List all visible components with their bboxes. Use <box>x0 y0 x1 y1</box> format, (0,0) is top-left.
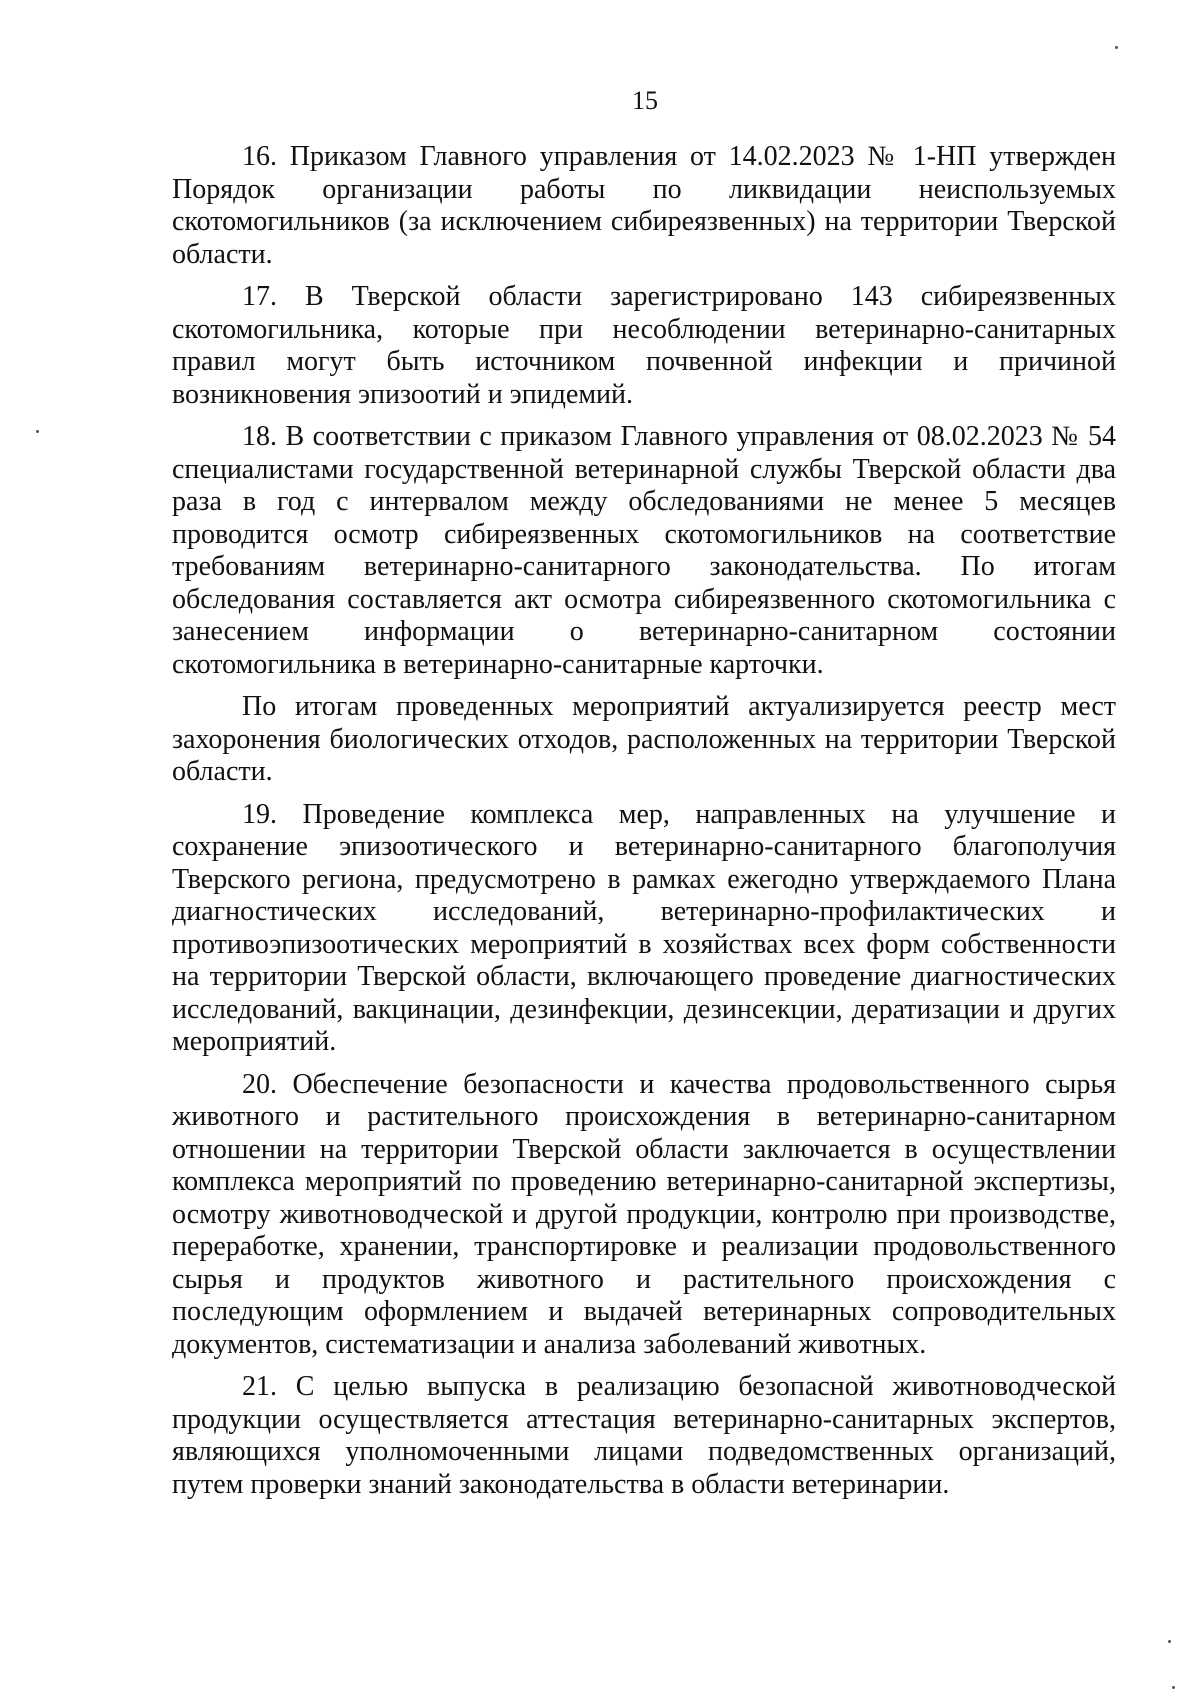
paragraph-20: 20. Обеспечение безопасности и качества продовольственного сырья животного и растительного происхождения в ветеринарно-санитарном отношении на территории Тверской области заключается в осуществлении комплекса мероприятий по проведению ветеринарно-санитарной экспертизы, осмотру животноводческой и другой продукции, контролю при производстве, переработке, хранении, транспортировке и реализации продовольственного сырья и продуктов животного и растительного происхождения с последующим оформлением и выдачей ветеринарных сопроводительных документов, систематизации и анализа заболеваний животных. <box>172 1068 1116 1360</box>
paragraph-19: 19. Проведение комплекса мер, направленных на улучшение и сохранение эпизоотического и ветеринарно-санитарного благополучия Тверского региона, предусмотрено в рамках ежегодно утверждаемого Плана диагностических исследований, ветеринарно-профилактических и противоэпизоотических мероприятий в хозяйствах всех форм собственности на территории Тверской области, включающего проведение диагностических исследований, вакцинации, дезинфекции, дезинсекции, дератизации и других мероприятий. <box>172 798 1116 1057</box>
paragraph-18: 18. В соответствии с приказом Главного управления от 08.02.2023 № 54 специалистами государственной ветеринарной службы Тверской области два раза в год с интервалом между обследованиями не менее 5 месяцев проводится осмотр сибиреязвенных скотомогильников на соответствие требованиям ветеринарно-санитарного законодательства. По итогам обследования составляется акт осмотра сибиреязвенного скотомогильника с занесением информации о ветеринарно-санитарном состоянии скотомогильника в ветеринарно-санитарные карточки. <box>172 421 1116 680</box>
scan-speck <box>1115 46 1118 49</box>
paragraph-16: 16. Приказом Главного управления от 14.02.2023 № 1-НП утвержден Порядок организации работы по ликвидации неиспользуемых скотомогильников (за исключением сибиреязвенных) на территории Тверской области. <box>172 141 1116 270</box>
paragraph-17: 17. В Тверской области зарегистрировано 143 сибиреязвенных скотомогильника, которые при несоблюдении ветеринарно-санитарных правил могут быть источником почвенной инфекции и причиной возникновения эпизоотий и эпидемий. <box>172 281 1116 410</box>
scan-speck <box>1172 1686 1175 1689</box>
paragraph-21: 21. С целью выпуска в реализацию безопасной животноводческой продукции осуществляется аттестация ветеринарно-санитарных экспертов, являющихся уполномоченными лицами подведомственных организаций, путем проверки знаний законодательства в области ветеринарии. <box>172 1371 1116 1500</box>
scan-speck <box>36 430 39 433</box>
document-body <box>172 141 1116 1511</box>
page-number: 15 <box>632 86 658 115</box>
paragraph-18-continuation: По итогам проведенных мероприятий актуализируется реестр мест захоронения биологических отходов, расположенных на территории Тверской области. <box>172 691 1116 787</box>
scan-speck <box>1168 1640 1171 1643</box>
